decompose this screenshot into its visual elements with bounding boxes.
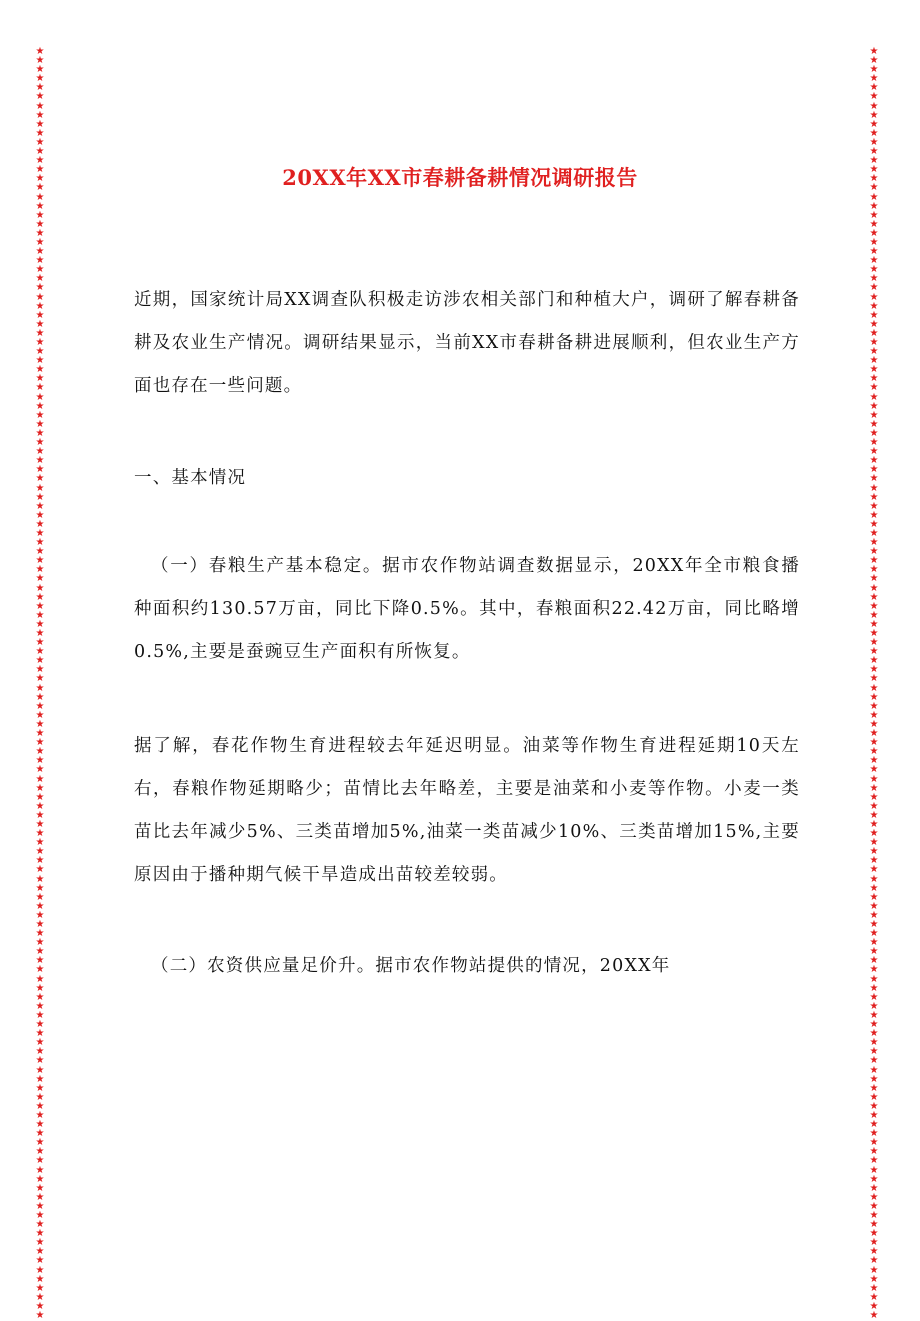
paragraph-agri-supply: （二）农资供应量足价升。据市农作物站提供的情况，20XX年: [151, 956, 671, 976]
right-star-border: ★ ★ ★ ★ ★ ★ ★ ★ ★ ★ ★ ★ ★ ★ ★ ★ ★ ★ ★ ★ ★ ★ ★ ★ ★ ★ ★ ★ ★ ★ ★ ★ ★ ★ ★ ★ ★ ★ ★ ★ ★ ★ ★ ★ ★ ★ ★ ★ ★ ★ ★ ★ ★ ★ ★ ★ ★ ★ ★ ★ ★ ★ ★ ★ ★ ★ ★ ★ ★ ★ ★ ★ ★ ★ ★ ★ ★ ★ ★ ★ ★ ★ ★ ★ ★ ★ ★ ★ ★ ★ ★ ★ ★ ★ ★ ★ ★ ★ ★ ★ ★ ★ ★ ★ ★ ★ ★ ★ ★ ★ ★ ★ ★ ★ ★ ★ ★ ★ ★ ★ ★ ★ ★ ★ ★ ★ ★ ★ ★ ★ ★ ★ ★ ★ ★ ★ ★ ★ ★ ★: [869, 46, 879, 1321]
document-title: 20XX年XX市春耕备耕情况调研报告: [282, 165, 638, 190]
paragraph-spring-grain: （一）春粮生产基本稳定。据市农作物站调查数据显示，20XX年全市粮食播种面积约130.57万亩，同比下降0.5%。其中，春粮面积22.42万亩，同比略增0.5%,主要是蚕豌豆生产面积有所恢复。: [134, 556, 800, 662]
left-star-border: ★ ★ ★ ★ ★ ★ ★ ★ ★ ★ ★ ★ ★ ★ ★ ★ ★ ★ ★ ★ ★ ★ ★ ★ ★ ★ ★ ★ ★ ★ ★ ★ ★ ★ ★ ★ ★ ★ ★ ★ ★ ★ ★ ★ ★ ★ ★ ★ ★ ★ ★ ★ ★ ★ ★ ★ ★ ★ ★ ★ ★ ★ ★ ★ ★ ★ ★ ★ ★ ★ ★ ★ ★ ★ ★ ★ ★ ★ ★ ★ ★ ★ ★ ★ ★ ★ ★ ★ ★ ★ ★ ★ ★ ★ ★ ★ ★ ★ ★ ★ ★ ★ ★ ★ ★ ★ ★ ★ ★ ★ ★ ★ ★ ★ ★ ★ ★ ★ ★ ★ ★ ★ ★ ★ ★ ★ ★ ★ ★ ★ ★ ★ ★ ★ ★ ★ ★ ★ ★ ★: [35, 46, 45, 1321]
intro-paragraph: 近期，国家统计局XX调查队积极走访涉农相关部门和种植大户，调研了解春耕备耕及农业生产情况。调研结果显示，当前XX市春耕备耕进展顺利，但农业生产方面也存在一些问题。: [134, 290, 800, 396]
paragraph-crop-growth: 据了解，春花作物生育进程较去年延迟明显。油菜等作物生育进程延期10天左右，春粮作物延期略少；苗情比去年略差，主要是油菜和小麦等作物。小麦一类苗比去年减少5%、三类苗增加5%,油菜一类苗减少10%、三类苗增加15%,主要原因由于播种期气候干旱造成出苗较差较弱。: [134, 736, 800, 885]
section-heading-basic-situation: 一、基本情况: [134, 468, 247, 488]
